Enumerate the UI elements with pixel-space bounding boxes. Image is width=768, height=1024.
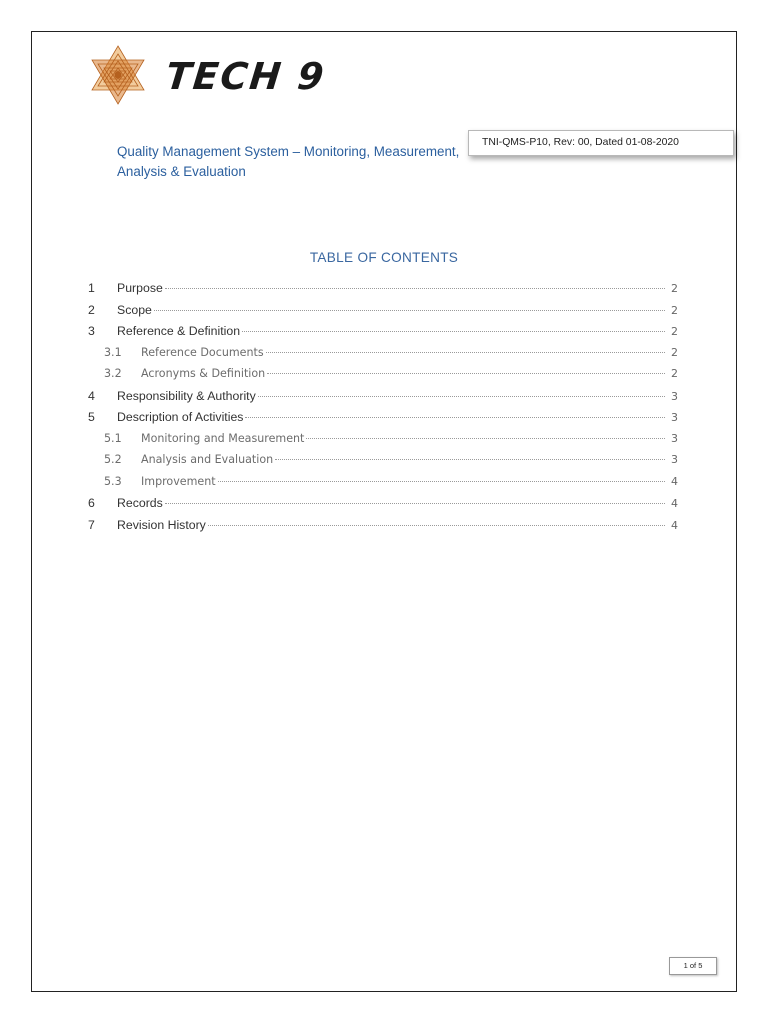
toc-entry-number: 3.1: [104, 345, 122, 359]
toc-entry-title[interactable]: Revision History: [117, 517, 206, 532]
toc-entry[interactable]: [88, 410, 678, 432]
toc-heading: TABLE OF CONTENTS: [309, 250, 459, 265]
document-title: Quality Management System – Monitoring, Measurement, Analysis & Evaluation: [117, 144, 460, 179]
toc-entry-number: 6: [88, 496, 95, 510]
toc-entry-page: 2: [671, 325, 678, 338]
table-of-contents: [88, 281, 678, 539]
toc-dot-leader: [306, 438, 665, 439]
toc-entry[interactable]: [88, 496, 678, 518]
toc-dot-leader: [245, 417, 665, 418]
toc-dot-leader: [165, 288, 665, 289]
toc-entry[interactable]: [88, 432, 678, 454]
toc-entry-number: 4: [88, 388, 95, 403]
toc-dot-leader: [258, 396, 665, 397]
toc-entry-title[interactable]: Analysis and Evaluation: [141, 453, 274, 466]
page-number-indicator: 1 of 5: [669, 957, 717, 975]
toc-entry-number: 3: [88, 324, 95, 338]
toc-entry-page: 2: [671, 303, 678, 317]
toc-entry[interactable]: [88, 389, 678, 411]
toc-dot-leader: [208, 525, 665, 526]
toc-entry-page: 3: [671, 411, 678, 424]
toc-entry-number: 5.2: [104, 453, 122, 466]
toc-entry-page: 3: [671, 389, 678, 403]
toc-entry[interactable]: [88, 324, 678, 346]
toc-entry-number: 5: [88, 410, 95, 424]
toc-entry[interactable]: [88, 367, 678, 389]
toc-entry-page: 2: [671, 345, 678, 359]
sri-yantra-logo-icon: [88, 44, 148, 106]
toc-entry-title[interactable]: Purpose: [117, 281, 163, 295]
toc-entry-number: 1: [88, 281, 95, 295]
brand-wordmark: TECH 9: [163, 55, 328, 98]
toc-entry-number: 7: [88, 517, 95, 532]
toc-entry-page: 3: [671, 453, 678, 466]
toc-entry-title[interactable]: Improvement: [141, 474, 216, 488]
toc-dot-leader: [275, 459, 665, 460]
toc-entry-title[interactable]: Description of Activities: [117, 410, 244, 424]
toc-entry[interactable]: [88, 303, 678, 325]
toc-entry-page: 2: [671, 282, 678, 295]
toc-dot-leader: [266, 352, 665, 353]
toc-entry-page: 3: [671, 431, 678, 445]
toc-entry-number: 2: [88, 302, 95, 317]
toc-dot-leader: [218, 481, 665, 482]
toc-entry-title[interactable]: Reference & Definition: [117, 324, 241, 338]
toc-entry-number: 3.2: [104, 367, 122, 380]
toc-entry-page: 4: [671, 497, 678, 510]
toc-entry-title[interactable]: Scope: [117, 302, 152, 317]
toc-entry-title[interactable]: Acronyms & Definition: [141, 367, 266, 380]
toc-dot-leader: [267, 373, 665, 374]
toc-entry-page: 2: [671, 367, 678, 380]
toc-dot-leader: [165, 503, 665, 504]
toc-entry-number: 5.1: [104, 431, 122, 445]
toc-dot-leader: [154, 310, 665, 311]
toc-entry-title[interactable]: Responsibility & Authority: [117, 388, 256, 403]
toc-entry-number: 5.3: [104, 474, 122, 488]
toc-entry[interactable]: [88, 475, 678, 497]
toc-entry[interactable]: [88, 346, 678, 368]
toc-entry-title[interactable]: Reference Documents: [141, 345, 264, 359]
toc-entry[interactable]: [88, 281, 678, 303]
toc-entry-page: 4: [671, 518, 678, 532]
toc-entry-title[interactable]: Monitoring and Measurement: [141, 431, 305, 445]
toc-entry[interactable]: [88, 453, 678, 475]
toc-entry-title[interactable]: Records: [117, 496, 163, 510]
document-id-box: TNI-QMS-P10, Rev: 00, Dated 01-08-2020: [468, 130, 734, 156]
toc-entry[interactable]: [88, 518, 678, 540]
toc-entry-page: 4: [671, 474, 678, 488]
toc-dot-leader: [242, 331, 665, 332]
